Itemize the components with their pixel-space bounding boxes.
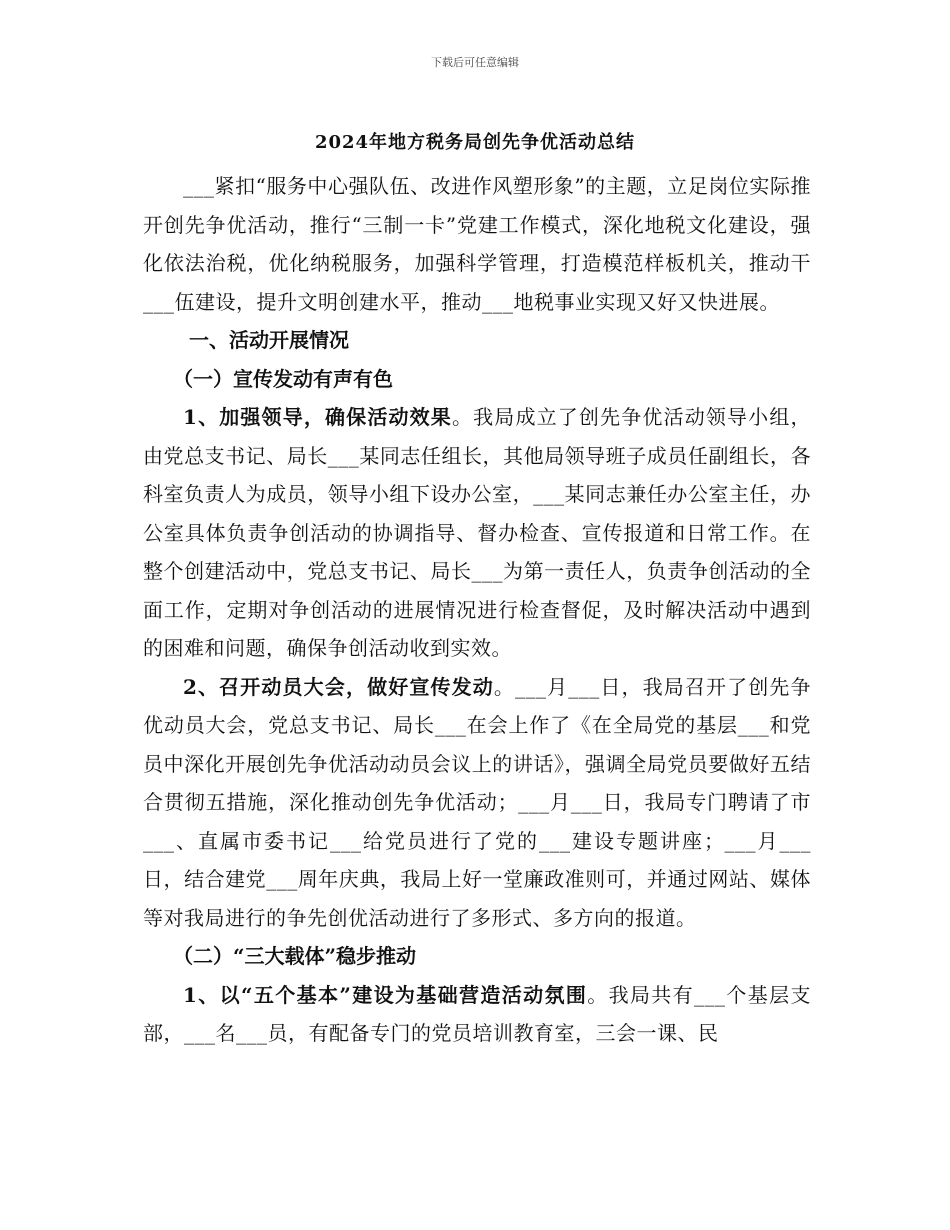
paragraph-text: 。我局成立了创先争优活动领导小组，由党总支书记、局长___某同志任组长，其他局领导班子成员任副组长，各科室负责人为成员，领导小组下设办公室，___某同志兼任办公室主任，办公室具体负责争创活动的协调指导、督办检查、宣传报道和日常工作。在整个创建活动中，党总支书记、局长___为第一责任人，负责争创活动的全面工作，定期对争创活动的进展情况进行检查督促，及时解决活动中遇到的困难和问题，确保争创活动收到实效。 [143, 405, 811, 660]
paragraph-text: 。我局共有___个基层支部，___名___员，有配备专门的党员培训教育室，三会一课、民 [143, 982, 811, 1045]
document-body [143, 167, 811, 1053]
paragraph-lead: 2、召开动员大会，做好宣传发动 [183, 674, 494, 699]
paragraph-mobilization [143, 668, 811, 938]
paragraph-lead: 1、加强领导，确保活动效果 [183, 405, 452, 429]
paragraph-five-basics [143, 976, 811, 1053]
subsection-heading-2: （二）“三大载体”稳步推动 [173, 944, 417, 968]
section-heading: 一、活动开展情况 [189, 328, 349, 352]
header-note: 下载后可任意编辑 [431, 56, 519, 69]
paragraph-lead: 1、以“五个基本”建设为基础营造活动氛围 [183, 982, 588, 1007]
paragraph-leadership [143, 398, 811, 668]
intro-paragraph: ___紧扣“服务中心强队伍、改进作风塑形象”的主题，立足岗位实际推开创先争优活动，推行“三制一卡”党建工作模式，深化地税文化建设，强化依法治税，优化纳税服务，加强科学管理，打造模范样板机关，推动干___伍建设，提升文明创建水平，推动___地税事业实现又好又快进展。 [143, 174, 811, 314]
paragraph-text: 。___月___日，我局召开了创先争优动员大会，党总支书记、局长___在会上作了《在全局党的基层___和党员中深化开展创先争优活动动员会议上的讲话》，强调全局党员要做好五结合贯彻五措施，深化推动创先争优活动；___月___日，我局专门聘请了市___、直属市委书记___给党员进行了党的___建设专题讲座；___月___日，结合建党___周年庆典，我局上好一堂廉政准则可，并通过网站、媒体等对我局进行的争先创优活动进行了多形式、多方向的报道。 [143, 674, 812, 930]
document-title: 2024年地方税务局创先争优活动总结 [314, 132, 636, 153]
subsection-heading-1: （一）宣传发动有声有色 [173, 366, 393, 391]
